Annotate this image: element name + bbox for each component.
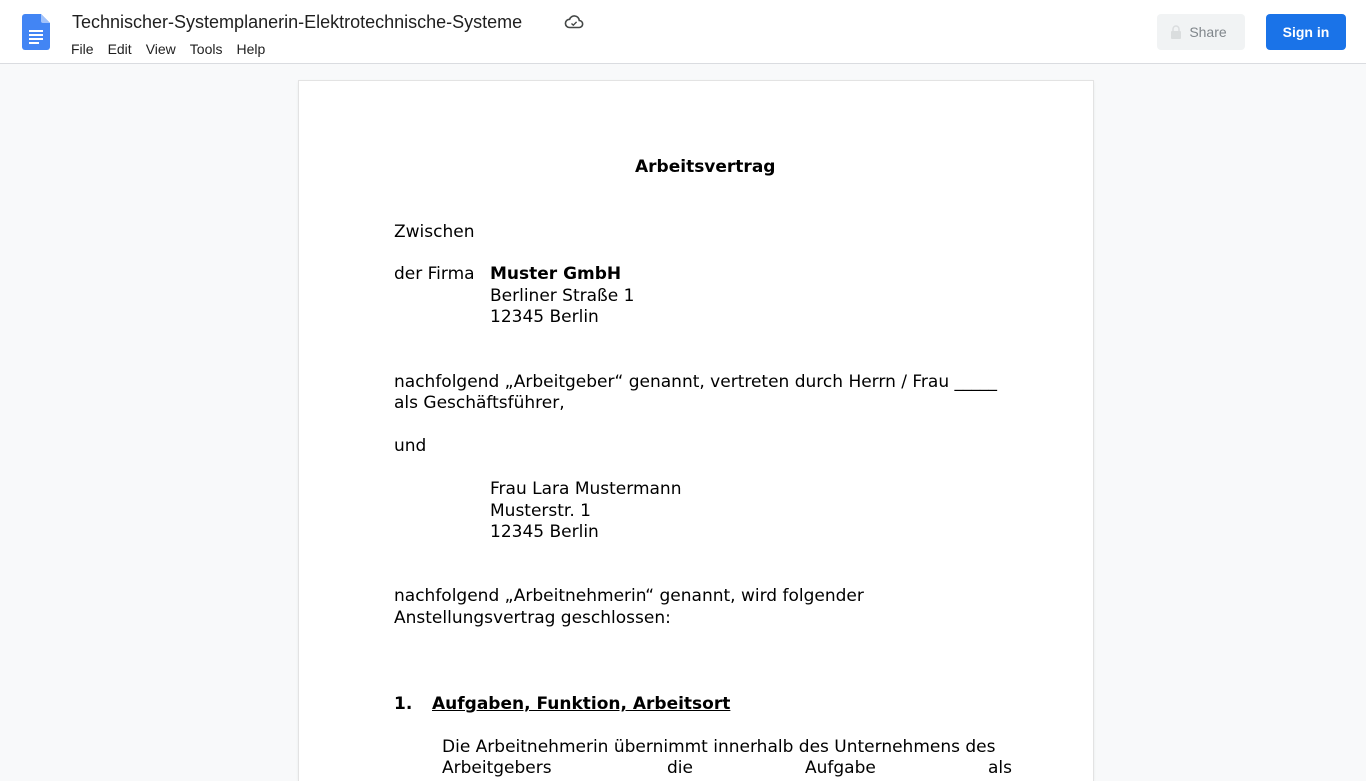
employer-city: 12345 Berlin	[490, 307, 599, 327]
menu-help[interactable]: Help	[236, 41, 266, 57]
sign-in-label: Sign in	[1282, 24, 1330, 40]
employer-street: Berliner Straße 1	[490, 286, 635, 306]
menu-tools[interactable]: Tools	[189, 41, 223, 57]
employer-clause-line1: nachfolgend „Arbeitgeber“ genannt, vertreten durch Herrn / Frau _____	[394, 372, 998, 392]
between-text: Zwischen	[394, 222, 475, 242]
employee-clause-line1: nachfolgend „Arbeitnehmerin“ genannt, wird folgender	[394, 586, 864, 606]
employee-street: Musterstr. 1	[490, 501, 591, 521]
employee-name: Frau Lara Mustermann	[490, 479, 682, 499]
menu-bar	[64, 38, 272, 60]
sign-in-button[interactable]	[1266, 14, 1346, 50]
share-label: Share	[1189, 24, 1227, 40]
employee-city: 12345 Berlin	[490, 522, 599, 542]
section-paragraph-word: die	[667, 758, 693, 778]
menu-edit[interactable]: Edit	[107, 41, 132, 57]
top-bar	[0, 0, 1366, 64]
document-title[interactable]: Technischer-Systemplanerin-Elektrotechnische-Systeme	[72, 12, 523, 32]
employer-clause-line2: als Geschäftsführer,	[394, 393, 565, 413]
section-paragraph-word: als	[988, 758, 1012, 778]
share-button[interactable]	[1157, 14, 1245, 50]
document-page[interactable]	[299, 81, 1093, 781]
cloud-icon[interactable]	[564, 13, 584, 31]
employee-clause-line2: Anstellungsvertrag geschlossen:	[394, 608, 671, 628]
employer-name: Muster GmbH	[490, 264, 622, 284]
contract-title: Arbeitsvertrag	[635, 157, 776, 177]
section-paragraph-line1: Die Arbeitnehmerin übernimmt innerhalb des Unternehmens des	[442, 737, 996, 757]
google-docs-icon[interactable]	[22, 14, 50, 50]
and-text: und	[394, 436, 427, 456]
section-paragraph-word: Arbeitgebers	[442, 758, 552, 778]
menu-view[interactable]: View	[145, 41, 176, 57]
section-number: 1.	[394, 694, 413, 714]
lock-icon	[1169, 25, 1183, 39]
menu-file[interactable]: File	[71, 41, 94, 57]
section-title: Aufgaben, Funktion, Arbeitsort	[432, 694, 731, 714]
section-paragraph-word: Aufgabe	[805, 758, 876, 778]
employer-prefix: der Firma	[394, 264, 475, 284]
